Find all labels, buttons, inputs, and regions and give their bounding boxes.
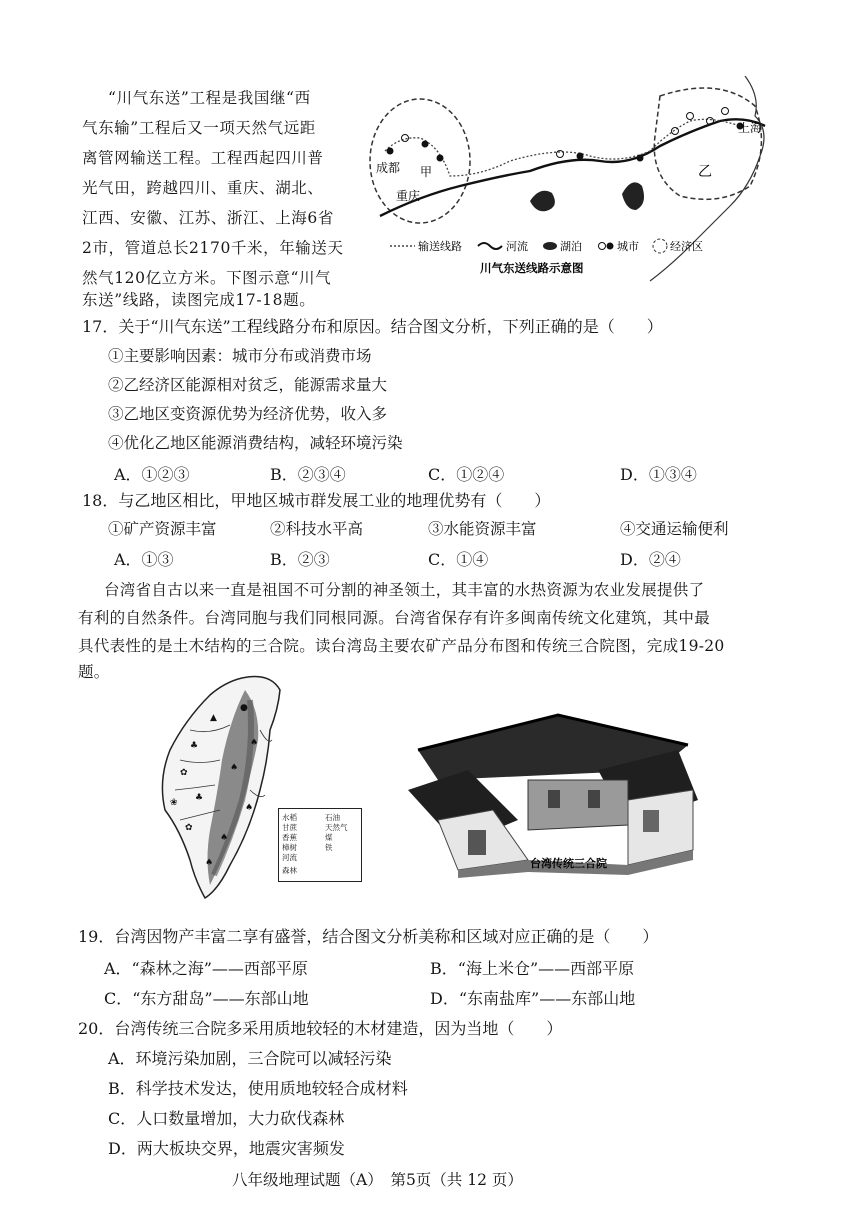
q17-stem: 17．关于“川气东送”工程线路分布和原因。结合图文分析，下列正确的是（ ） [82, 317, 663, 336]
q19-choice-b[interactable]: B．“海上米仓”——西部平原 [430, 959, 635, 978]
taiwan-map [150, 670, 380, 905]
legend-river-tw: 河流 [282, 853, 297, 862]
q20-stem: 20．台湾传统三合院多采用质地较轻的木材建造，因为当地（ ） [78, 1019, 563, 1038]
q17-statement-2: ②乙经济区能源相对贫乏，能源需求量大 [108, 376, 388, 394]
svg-text:✿: ✿ [180, 768, 188, 778]
q19-stem: 19．台湾因物产丰富二享有盛誉，结合图文分析美称和区域对应正确的是（ ） [78, 927, 659, 946]
svg-text:❀: ❀ [170, 798, 178, 808]
q18-statement-4: ④交通运输便利 [620, 520, 729, 538]
q17-choice-c[interactable]: C．①②④ [428, 465, 505, 484]
courtyard-wall [528, 780, 628, 830]
q18-choice-d[interactable]: D．②④ [620, 550, 681, 569]
q17-statement-4: ④优化乙地区能源消费结构，减轻环境污染 [108, 434, 403, 452]
svg-text:✿: ✿ [185, 823, 193, 833]
q18-statement-2: ②科技水平高 [270, 520, 364, 538]
q17-choice-b[interactable]: B．②③④ [270, 465, 346, 484]
map1-caption: 川气东送线路示意图 [480, 261, 584, 275]
q19-choice-d[interactable]: D．“东南盐库”——东部山地 [430, 989, 636, 1008]
intro-line-2: 气东输”工程后又一项天然气远距 [82, 119, 316, 137]
svg-text:♠: ♠ [205, 858, 214, 868]
svg-text:♠: ♠ [250, 738, 259, 748]
q20-choice-a[interactable]: A．环境污染加剧，三合院可以减轻污染 [108, 1049, 392, 1068]
legend-forest: 森林 [282, 866, 297, 875]
map1-legend [390, 239, 703, 253]
legend-river: 河流 [506, 240, 528, 253]
svg-text:♠: ♠ [230, 763, 239, 773]
legend-rice: 水稻 [282, 813, 297, 822]
legend-city: 城市 [617, 240, 639, 253]
q17-statement-1: ①主要影响因素：城市分布或消费市场 [108, 347, 372, 365]
para2-line-1: 台湾省自古以来一直是祖国不可分割的神圣领土，其丰富的水热资源为农业发展提供了 [104, 581, 705, 599]
intro-line-7: 然气120亿立方米。下图示意“川气 [82, 269, 332, 287]
page-footer: 八年级地理试题（A） 第5页（共 12 页） [232, 1171, 523, 1189]
label-chengdu: 成都 [376, 161, 401, 175]
intro-line-8: 东送”线路，读图完成17-18题。 [82, 291, 316, 309]
legend-sugarcane: 甘蔗 [282, 823, 297, 832]
q18-choice-c[interactable]: C．①④ [428, 550, 489, 569]
legend-camphor: 樟树 [282, 843, 297, 852]
legend-zone: 经济区 [670, 240, 703, 253]
delta-zone [654, 88, 761, 199]
pipeline-route [385, 119, 740, 176]
intro-line-6: 2市，管道总长2170千米，年输送天 [82, 239, 344, 257]
q20-choice-b[interactable]: B．科学技术发达，使用质地较轻合成材料 [108, 1079, 408, 1098]
intro-line-4: 光气田，跨越四川、重庆、湖北、 [82, 179, 324, 197]
q18-choice-b[interactable]: B．②③ [270, 550, 330, 569]
q20-choice-d[interactable]: D．两大板块交界，地震灾害频发 [108, 1139, 345, 1158]
pipeline-map [360, 76, 780, 286]
para2-line-2: 有利的自然条件。台湾同胞与我们同根同源。台湾省保存有许多闽南传统文化建筑，其中最 [78, 609, 711, 627]
svg-text:♣: ♣ [195, 793, 204, 803]
svg-text:♠: ♠ [220, 833, 229, 843]
svg-text:▲: ▲ [210, 713, 217, 723]
q17-choice-a[interactable]: A．①②③ [114, 465, 190, 484]
legend-gas: 天然气 [325, 823, 348, 832]
q19-choice-c[interactable]: C．“东方甜岛”——东部山地 [104, 989, 309, 1008]
q17-statement-3: ③乙地区变资源优势为经济优势，收入多 [108, 405, 388, 423]
svg-text:♣: ♣ [190, 741, 199, 751]
house-caption: 台湾传统三合院 [530, 857, 607, 870]
q17-choice-d[interactable]: D．①③④ [620, 465, 697, 484]
label-yi: 乙 [698, 164, 712, 180]
intro-line-3: 离管网输送工程。工程西起四川普 [82, 149, 324, 167]
label-chongqing: 重庆 [396, 189, 421, 203]
label-jia: 甲 [420, 165, 433, 179]
svg-text:♠: ♠ [245, 803, 254, 813]
q20-choice-c[interactable]: C．人口数量增加，大力砍伐森林 [108, 1109, 345, 1128]
q18-stem: 18．与乙地区相比，甲地区城市群发展工业的地理优势有（ ） [82, 491, 551, 510]
intro-line-5: 江西、安徽、江苏、浙江、上海6省 [82, 209, 334, 227]
legend-route: 输送线路 [418, 240, 462, 253]
q18-statement-1: ①矿产资源丰富 [108, 520, 217, 538]
q18-statement-3: ③水能资源丰富 [428, 520, 537, 538]
legend-lake: 湖泊 [560, 240, 582, 253]
city-dots [387, 108, 744, 162]
q19-choice-a[interactable]: A．“森林之海”——西部平原 [104, 959, 308, 978]
lake-poyang [622, 182, 644, 210]
para2-line-4: 题。 [78, 663, 110, 681]
legend-coal: 煤 [325, 833, 333, 842]
legend-iron: 铁 [325, 843, 333, 852]
legend-banana: 香蕉 [282, 833, 297, 842]
taiwan-legend [278, 808, 362, 882]
q18-choice-a[interactable]: A．①③ [114, 550, 174, 569]
para2-line-3: 具代表性的是土木结构的三合院。读台湾岛主要农矿产品分布图和传统三合院图，完成19-20 [78, 637, 725, 655]
lake-dongting [530, 191, 555, 212]
svg-text:●: ● [240, 703, 248, 713]
sanheyuan-svg [398, 710, 700, 878]
label-shanghai: 上海 [738, 121, 763, 135]
legend-oil: 石油 [325, 813, 340, 822]
pipeline-map-svg [360, 76, 780, 286]
sanheyuan-image [398, 710, 700, 878]
intro-line-1: “川气东送”工程是我国继“西 [108, 89, 311, 107]
